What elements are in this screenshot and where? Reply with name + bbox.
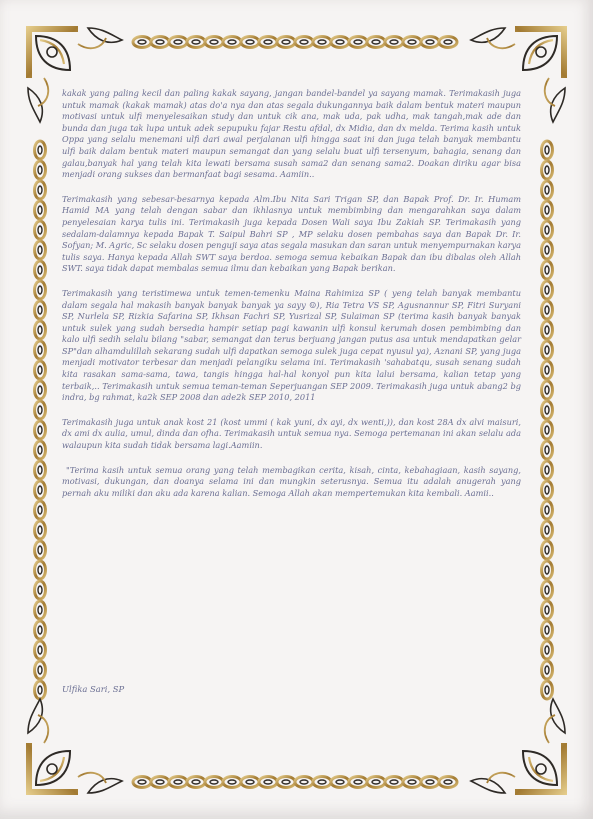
corner-ornament-bottom-right bbox=[471, 699, 567, 795]
bottom-chain-ornament bbox=[133, 777, 457, 788]
corner-ornament-bottom-left bbox=[26, 699, 122, 795]
acknowledgement-text bbox=[62, 88, 521, 512]
top-chain-ornament bbox=[133, 37, 457, 48]
paragraph-family: kakak yang paling kecil dan paling kakak sayang, jangan bandel-bandel ya sayang mamak. Terimakasih juga untuk mamak (kakak mamak) atas do'a nya dan atas segala dukungannya baik dalam bentuk materi maupun motivasi untuk ulfi menyelesaikan study dan untuk cik ana, mak uda, pak udha, mak tangah,mak ade dan bunda dan juga tak lupa untuk adek sepupuku fajar Restu afdal, dx Midia, dan dx melda. Terima kasih untuk Oppa yang selalu menemani ulfi dari awal perjalanan ulfi hingga saat ini dan juga telah banyak membantu ulfi baik dalam bentuk materi maupun semangat dan yang selalu buat ulfi tersenyum, bahagia, senang dan galau,banyak hal yang telah kita lewati bersama susah sama2 dan senang sama2. Doakan diriku agar bisa menjadi orang sukses dan bermanfaat bagi sesama. Aamiin.. bbox=[62, 88, 521, 180]
right-chain-ornament bbox=[542, 141, 553, 699]
paragraph-housemates: Terimakasih juga untuk anak kost 21 (kost ummi ( kak yuni, dx ayi, dx wenti,)), dan kost 28A dx alvi maisuri, dx ami dx aulia, umul, dinda dan ofha. Terimakasih untuk semua nya. Semoga pertemanan ini akan selalu ada walaupun kita sudah tidak bersama lagi.Aamiin. bbox=[62, 416, 521, 451]
paragraph-closing: "Terima kasih untuk semua orang yang telah membagikan cerita, kisah, cinta, kebahagiaan, kasih sayang, motivasi, dukungan, dan doanya selama ini dan mungkin seterusnya. Semua itu adalah anugerah yang pernah aku miliki dan aku ada karena kalian. Semoga Allah akan mempertemukan kita kembali. Aamii.. bbox=[62, 464, 521, 498]
paragraph-friends: Terimakasih yang teristimewa untuk temen-temenku Maina Rahimiza SP ( yeng telah banyak membantu dalam segala hal makasih banyak banyak banyak ya sayy ☺), Ria Tetra VS SP, Agusnannur SP, Fitri Suryani SP, Nurlela SP, Rizkia Safarina SP, Ikhsan Fachri SP, Yusrizal SP, Sulaiman SP (terima kasih banyak banyak untuk sulek yang sudah bersedia hampir setiap pagi kawanin ulfi konsul kerumah dosen pembimbing dan kalo ulfi sedih selalu bilang "sabar, semangat dan terus berjuang jangan putus asa untuk mendapatkan gelar SP"dan alhamdulillah sekarang sudah ulfi dapatkan semoga sulek juga cepat nyusul ya), Aznani SP, yang juga menjadi motivator terbesar dan menjadi pelangiku selama ini. Terimakasih 'sahabatqu, susah senang sudah kita rasakan sama-sama, tawa, tangis hingga hal-hal konyol pun kita lalui bersama, kalian tetap yang terbaik,.. Terimakasih untuk semua teman-teman Seperjuangan SEP 2009. Terimakasih juga untuk abang2 bg indra, bg rahmat, ka2k SEP 2008 dan ade2k SEP 2010, 2011 bbox=[62, 287, 521, 403]
signature: Ulfika Sari, SP bbox=[62, 684, 125, 694]
paragraph-supervisors: Terimakasih yang sebesar-besarnya kepada Alm.Ibu Nita Sari Trigan SP, dan Bapak Prof. Dr. Ir. Humam Hamid MA yang telah dengan sabar dan ikhlasnya untuk membimbing dan mengarahkan saya dalam penyelesaian karya tulis ini. Terimakasih juga kepada Dosen Wali saya Ibu Zakiah SP. Terimakasih yang sedalam-dalamnya kepada Bapak T. Saipul Bahri SP , MP selaku dosen pembahas saya dan Bapak Dr. Ir. Sofyan; M. Agric, Sc selaku dosen penguji saya atas segala masukan dan saran untuk menyempurnakan karya tulis saya. Hanya kepada Allah SWT saya berdoa. semoga semua kebaikan Bapak dan ibu dibalas oleh Allah SWT. saya tidak dapat membalas semua ilmu dan kebaikan yang Bapak berikan. bbox=[62, 193, 521, 274]
left-chain-ornament bbox=[35, 141, 46, 699]
